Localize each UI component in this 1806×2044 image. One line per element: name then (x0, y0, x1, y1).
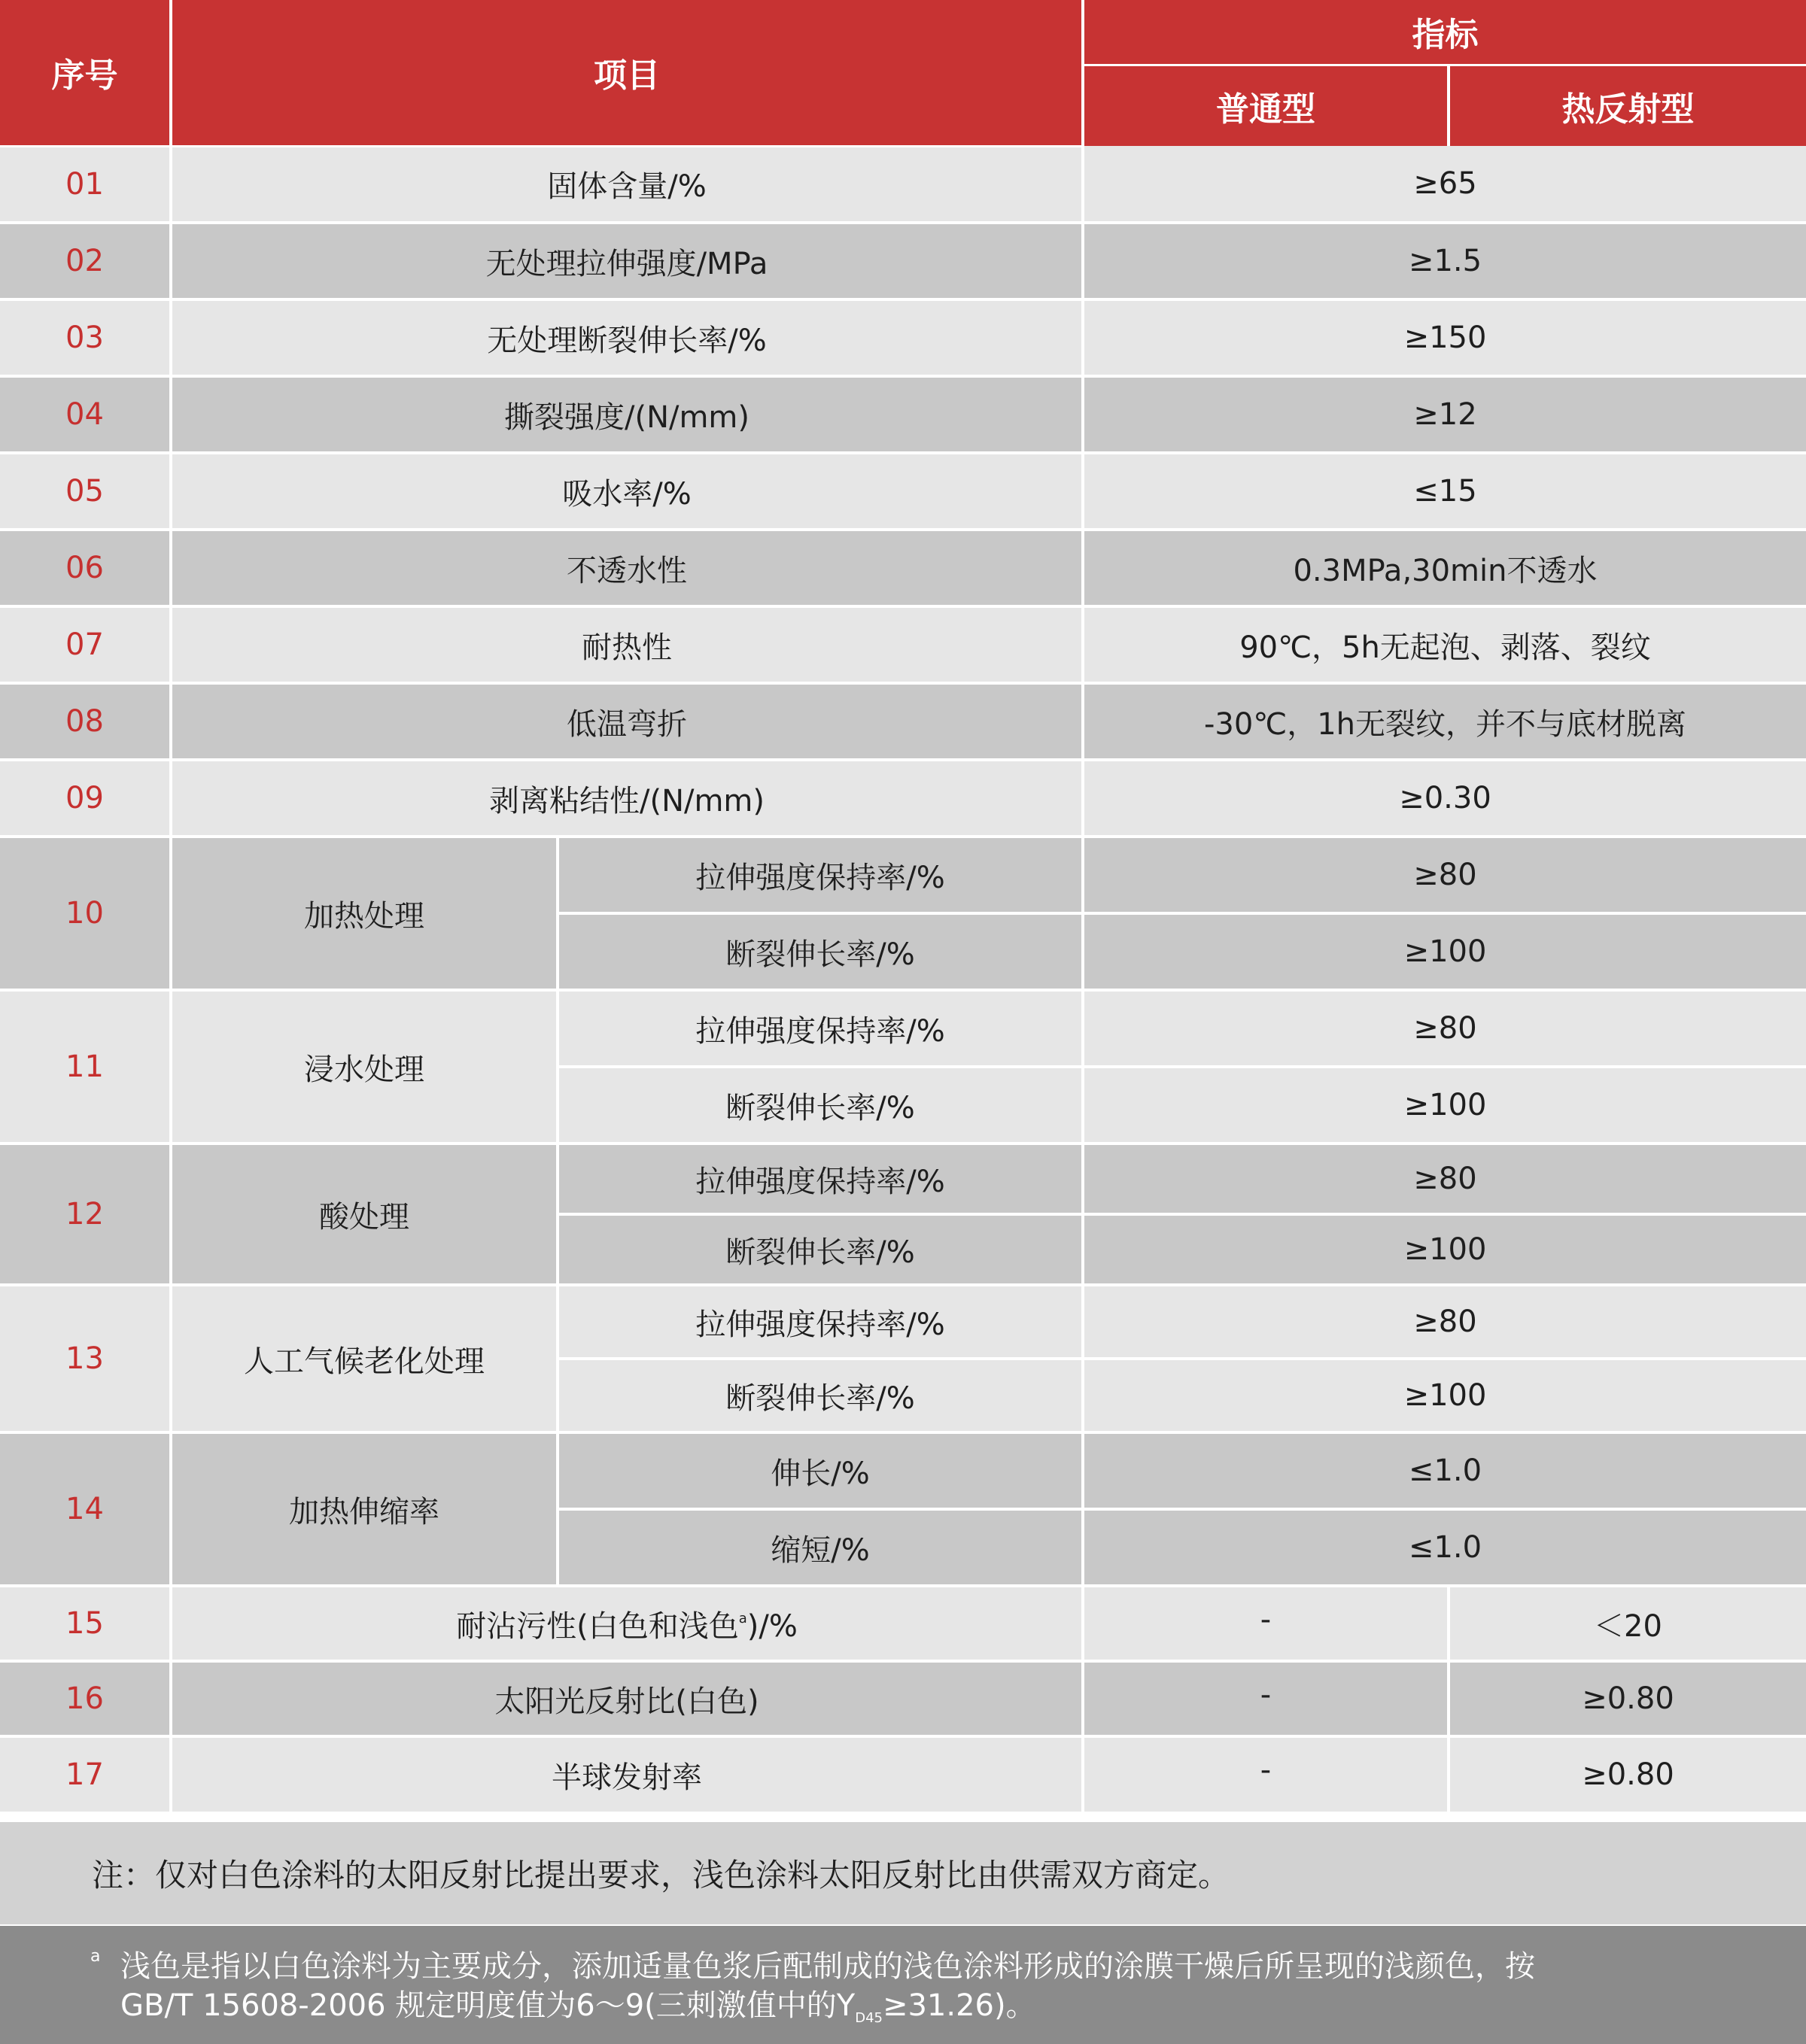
sub-value: ≤1.0 (1083, 1509, 1806, 1586)
row-number: 16 (0, 1661, 171, 1736)
row-number: 03 (0, 299, 171, 376)
header-index: 指标 (1083, 0, 1806, 65)
table-row (0, 146, 1806, 223)
table-row (0, 837, 1806, 913)
row-normal: - (1083, 1736, 1449, 1813)
row-number: 07 (0, 606, 171, 683)
row-value: -30℃，1h无裂纹，并不与底材脱离 (1083, 683, 1806, 760)
table-row (0, 1736, 1806, 1813)
row-number: 11 (0, 990, 171, 1143)
row-item: 半球发射率 (171, 1736, 1083, 1813)
row-number: 15 (0, 1586, 171, 1661)
table-row (0, 1586, 1806, 1661)
row-number: 01 (0, 146, 171, 223)
table-row (0, 990, 1806, 1067)
row-number: 08 (0, 683, 171, 760)
header-item: 项目 (171, 0, 1083, 146)
table-row (0, 1661, 1806, 1736)
table-row (0, 606, 1806, 683)
footnote-line-2 (90, 1986, 1776, 2038)
row-item: 低温弯折 (171, 683, 1083, 760)
row-reflective: ＜20 (1449, 1586, 1806, 1661)
footnote-bar (0, 1926, 1806, 2044)
row-number: 17 (0, 1736, 171, 1813)
group-name: 酸处理 (171, 1143, 558, 1285)
sub-item: 缩短/% (558, 1509, 1083, 1586)
row-item: 固体含量/% (171, 146, 1083, 223)
row-item (171, 1586, 1083, 1661)
row-reflective: ≥0.80 (1449, 1736, 1806, 1813)
sub-value: ≥80 (1083, 837, 1806, 913)
table-row (0, 223, 1806, 299)
table-row (0, 1432, 1806, 1509)
sub-item: 拉伸强度保持率/% (558, 990, 1083, 1067)
row-value: ≥0.30 (1083, 760, 1806, 837)
sub-value: ≥100 (1083, 1359, 1806, 1432)
row-item: 剥离粘结性/(N/mm) (171, 760, 1083, 837)
row-value: 0.3MPa,30min不透水 (1083, 530, 1806, 606)
table-row (0, 1143, 1806, 1214)
row-value: 90℃，5h无起泡、剥落、裂纹 (1083, 606, 1806, 683)
row-item: 太阳光反射比(白色) (171, 1661, 1083, 1736)
row-number: 02 (0, 223, 171, 299)
footnote-line-2-text: GB/T 15608-2006 规定明度值为6～9(三刺激值中的Y (120, 1988, 856, 2023)
row-item: 耐热性 (171, 606, 1083, 683)
sub-value: ≥100 (1083, 913, 1806, 990)
row-value: ≤15 (1083, 453, 1806, 530)
note-bar (0, 1822, 1806, 1924)
sub-item: 拉伸强度保持率/% (558, 1143, 1083, 1214)
row-number: 14 (0, 1432, 171, 1586)
table-row (0, 453, 1806, 530)
row-item-suffix: )/% (746, 1608, 798, 1644)
row-value: ≥65 (1083, 146, 1806, 223)
sub-value: ≥80 (1083, 1143, 1806, 1214)
footnote-line-2-suffix: ≥31.26)。 (882, 1988, 1036, 2023)
row-normal: - (1083, 1661, 1449, 1736)
header-normal: 普通型 (1083, 65, 1449, 146)
sub-item: 断裂伸长率/% (558, 1214, 1083, 1285)
row-number: 10 (0, 837, 171, 990)
sub-item: 断裂伸长率/% (558, 913, 1083, 990)
row-number: 05 (0, 453, 171, 530)
group-name: 人工气候老化处理 (171, 1285, 558, 1432)
table-row (0, 376, 1806, 453)
table-row (0, 760, 1806, 837)
group-name: 加热伸缩率 (171, 1432, 558, 1586)
row-number: 12 (0, 1143, 171, 1285)
sub-item: 断裂伸长率/% (558, 1067, 1083, 1143)
sub-item: 拉伸强度保持率/% (558, 1285, 1083, 1359)
footnote-mark: a (738, 1610, 747, 1626)
row-number: 04 (0, 376, 171, 453)
note-text: 注：仅对白色涂料的太阳反射比提出要求，浅色涂料太阳反射比由供需双方商定。 (92, 1857, 1230, 1894)
group-name: 浸水处理 (171, 990, 558, 1143)
row-item: 无处理断裂伸长率/% (171, 299, 1083, 376)
sub-value: ≥80 (1083, 990, 1806, 1067)
sub-item: 伸长/% (558, 1432, 1083, 1509)
sub-value: ≥100 (1083, 1067, 1806, 1143)
footnote-line-1: 浅色是指以白色涂料为主要成分，添加适量色浆后配制成的浅色涂料形成的涂膜干燥后所呈现的浅颜色，按 (120, 1949, 1535, 1984)
row-item: 吸水率/% (171, 453, 1083, 530)
row-value: ≥150 (1083, 299, 1806, 376)
row-item: 撕裂强度/(N/mm) (171, 376, 1083, 453)
sub-value: ≥80 (1083, 1285, 1806, 1359)
sub-value: ≤1.0 (1083, 1432, 1806, 1509)
row-normal: - (1083, 1586, 1449, 1661)
row-value: ≥1.5 (1083, 223, 1806, 299)
header-seq: 序号 (0, 0, 171, 146)
header-reflective: 热反射型 (1449, 65, 1806, 146)
sub-item: 拉伸强度保持率/% (558, 837, 1083, 913)
row-number: 06 (0, 530, 171, 606)
table-row (0, 683, 1806, 760)
row-item: 无处理拉伸强度/MPa (171, 223, 1083, 299)
row-item: 不透水性 (171, 530, 1083, 606)
table-row (0, 299, 1806, 376)
footnote-mark: a (90, 1947, 101, 1966)
row-number: 13 (0, 1285, 171, 1432)
sub-value: ≥100 (1083, 1214, 1806, 1285)
group-name: 加热处理 (171, 837, 558, 990)
table-row (0, 530, 1806, 606)
row-item-text: 耐沾污性(白色和浅色 (456, 1608, 739, 1644)
sub-item: 断裂伸长率/% (558, 1359, 1083, 1432)
row-value: ≥12 (1083, 376, 1806, 453)
table-row (0, 1285, 1806, 1359)
row-reflective: ≥0.80 (1449, 1661, 1806, 1736)
row-number: 09 (0, 760, 171, 837)
footnote-subscript: D45 (855, 2010, 883, 2026)
